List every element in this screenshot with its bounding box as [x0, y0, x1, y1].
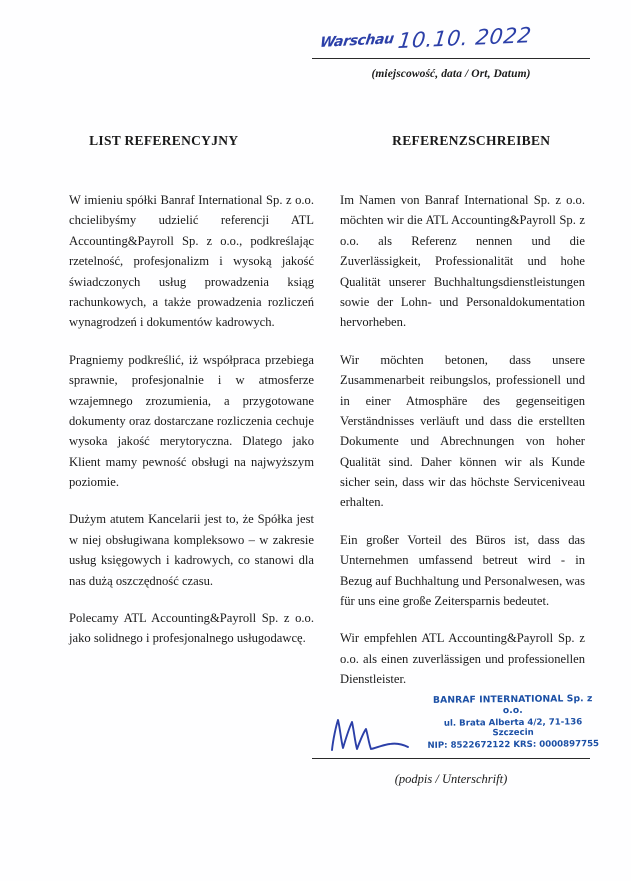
handwritten-date: 10.10. 2022	[396, 23, 533, 53]
paragraph: Im Namen von Banraf International Sp. z o.o. möchten wir die ATL Accounting&Payroll Sp. z o.o. als Referenz nennen und die Zuverlässigkeit, Professionalität und hohe Qualität unserer Buchhaltungsdienstleistungen sowie der Lohn- und Personaldokumentation hervorheben.	[340, 193, 585, 330]
stamp-company-name: BANRAF INTERNATIONAL Sp. z o.o.	[432, 693, 593, 717]
date-rule-line	[312, 58, 590, 59]
handwritten-place: Warschau	[318, 31, 395, 51]
heading-polish: LIST REFERENCYJNY	[89, 133, 239, 148]
stamp-address: ul. Brata Alberta 4/2, 71-136 Szczecin	[443, 717, 583, 739]
paragraph: Wir empfehlen ATL Accounting&Payroll Sp. z o.o. als einen zuverlässigen und professionellen Dienstleister.	[340, 631, 585, 687]
paragraph: W imieniu spółki Banraf International Sp. z o.o. chcielibyśmy udzielić referencji ATL Accounting&Payroll Sp. z o.o., podkreślając rzetelność, profesjonalizm i wysoką jakość świadczonych usług prowadzenia ksiąg rachunkowych, a także prowadzenia rozliczeń wynagrodzeń i dokumentów kadrowych.	[69, 193, 314, 330]
paragraph: Pragniemy podkreślić, iż współpraca przebiega sprawnie, profesjonalnie i w atmosferze wzajemnego zrozumienia, a przygotowane dokumenty oraz dostarczane rozliczenia cechuje wysoka jakość merytoryczna. Dlatego jako Klient mamy pewność obsługi na najwyższym poziomie.	[69, 352, 314, 490]
signature-area	[312, 714, 590, 758]
stamp-registration-numbers: NIP: 8522672122 KRS: 0000897755	[427, 739, 600, 751]
headings-row	[0, 133, 631, 149]
paragraph: Polecamy ATL Accounting&Payroll Sp. z o.o. jako solidnego i profesjonalnego usługodawcę.	[69, 611, 314, 646]
signature-icon	[324, 714, 444, 756]
paragraph: Ein großer Vorteil des Büros ist, dass das Unternehmen umfassend betreut wird - in Bezug auf Buchhaltung und Personalwesen, was für uns eine große Zeitersparnis bedeutet.	[340, 532, 585, 609]
date-caption: (miejscowość, data / Ort, Datum)	[371, 68, 531, 80]
handwritten-date-area	[312, 24, 590, 58]
signature-block	[312, 714, 590, 787]
heading-german: REFERENZSCHREIBEN	[392, 133, 551, 148]
column-polish	[69, 190, 314, 690]
date-place-block	[312, 24, 590, 80]
paragraph: Wir möchten betonen, dass unsere Zusammenarbeit reibungslos, professionell und in einer Atmosphäre des gegenseitigen Verständnisses verläuft und dass die erstellten Dokumente und Abrechnungen von hoher Qualität sind. Daher können wir als Kunde sicher sein, dass wir das höchste Serviceniveau erhalten.	[340, 352, 585, 510]
column-german	[340, 190, 585, 690]
signature-caption: (podpis / Unterschrift)	[394, 772, 508, 786]
body-columns	[69, 190, 585, 690]
paragraph: Dużym atutem Kancelarii jest to, że Spółka jest w niej obsługiwana kompleksowo – w zakresie usług księgowych i kadrowych, co stanowi dla nas dużą oszczędność czasu.	[69, 512, 314, 588]
signature-rule-line	[312, 758, 590, 759]
